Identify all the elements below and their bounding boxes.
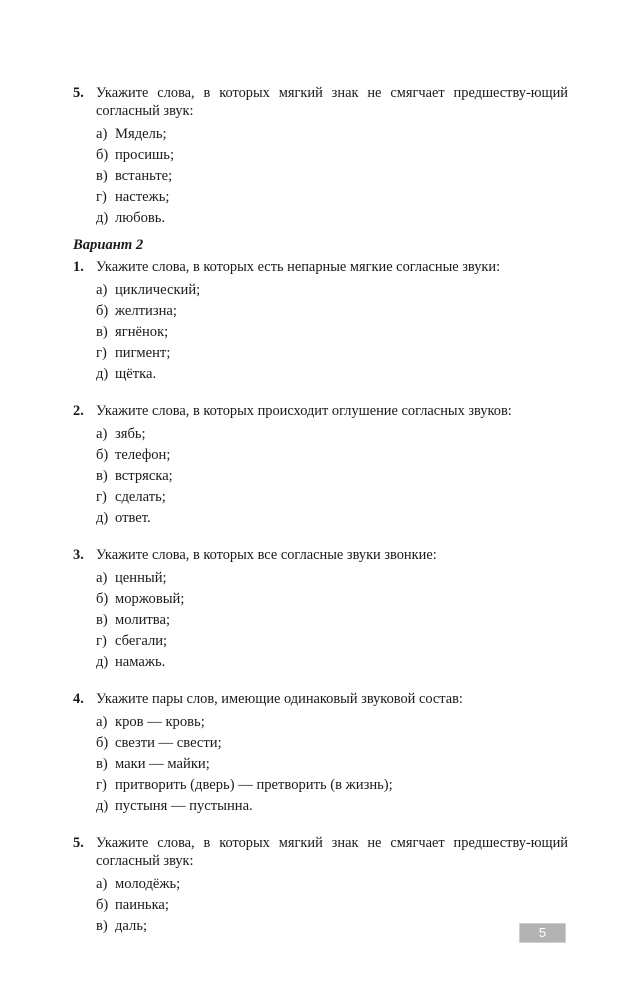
option-item <box>96 916 568 937</box>
option-letter: б) <box>96 897 109 913</box>
option-item <box>96 166 568 187</box>
option-text: телефон; <box>115 447 171 463</box>
option-letter: г) <box>96 189 107 205</box>
option-item <box>96 364 568 385</box>
option-text: встряска; <box>115 468 173 484</box>
spacer <box>73 385 568 402</box>
options-list <box>73 874 568 937</box>
question-number: 5. <box>73 835 84 851</box>
question-heading <box>73 84 568 120</box>
option-letter: б) <box>96 303 109 319</box>
option-item <box>96 652 568 673</box>
spacer <box>73 673 568 690</box>
option-text: Мядель; <box>115 126 167 142</box>
page-number-badge: 5 <box>519 923 566 943</box>
options-list <box>73 424 568 529</box>
option-text: намажь. <box>115 654 166 670</box>
option-item <box>96 895 568 916</box>
option-text: просишь; <box>115 147 175 163</box>
option-text: паинька; <box>115 897 169 913</box>
option-text: даль; <box>115 918 148 934</box>
question-block <box>73 690 568 817</box>
option-text: циклический; <box>115 282 201 298</box>
option-item <box>96 124 568 145</box>
question-text: Укажите слова, в которых есть непарные мягкие согласные звуки: <box>96 259 501 275</box>
question-heading <box>73 258 568 276</box>
option-letter: б) <box>96 147 109 163</box>
question-number: 2. <box>73 403 84 419</box>
question-heading <box>73 834 568 870</box>
option-text: моржовый; <box>115 591 185 607</box>
question-block <box>73 546 568 673</box>
option-letter: в) <box>96 324 108 340</box>
option-item <box>96 445 568 466</box>
options-list <box>73 568 568 673</box>
option-item <box>96 343 568 364</box>
option-letter: в) <box>96 168 108 184</box>
options-list <box>73 712 568 817</box>
option-item <box>96 775 568 796</box>
option-letter: а) <box>96 876 108 892</box>
option-item <box>96 610 568 631</box>
option-item <box>96 733 568 754</box>
option-text: любовь. <box>115 210 166 226</box>
option-item <box>96 145 568 166</box>
option-letter: а) <box>96 126 108 142</box>
options-list <box>73 124 568 229</box>
option-letter: д) <box>96 366 109 382</box>
option-text: желтизна; <box>115 303 177 319</box>
option-letter: в) <box>96 612 108 628</box>
question-text: Укажите слова, в которых мягкий знак не смягчает предшеству-ющий согласный звук: <box>96 835 568 869</box>
option-letter: г) <box>96 489 107 505</box>
option-letter: б) <box>96 735 109 751</box>
question-number: 1. <box>73 259 84 275</box>
option-text: настежь; <box>115 189 170 205</box>
options-list <box>73 280 568 385</box>
spacer <box>73 529 568 546</box>
page-content <box>73 84 568 937</box>
question-text: Укажите пары слов, имеющие одинаковый звуковой состав: <box>96 691 463 707</box>
option-text: пигмент; <box>115 345 171 361</box>
option-letter: в) <box>96 756 108 772</box>
option-item <box>96 466 568 487</box>
option-text: сбегали; <box>115 633 168 649</box>
question-block <box>73 402 568 529</box>
variant-heading: Вариант 2 <box>73 237 144 253</box>
option-item <box>96 301 568 322</box>
option-letter: б) <box>96 591 109 607</box>
option-letter: д) <box>96 798 109 814</box>
option-letter: б) <box>96 447 109 463</box>
option-letter: а) <box>96 426 108 442</box>
option-text: кров — кровь; <box>115 714 205 730</box>
option-item <box>96 568 568 589</box>
spacer <box>73 229 568 236</box>
question-heading <box>73 690 568 708</box>
option-text: молодёжь; <box>115 876 181 892</box>
option-letter: г) <box>96 777 107 793</box>
question-heading <box>73 402 568 420</box>
option-text: молитва; <box>115 612 171 628</box>
option-letter: в) <box>96 918 108 934</box>
option-item <box>96 874 568 895</box>
option-letter: а) <box>96 282 108 298</box>
option-item <box>96 424 568 445</box>
option-letter: а) <box>96 570 108 586</box>
option-letter: д) <box>96 210 109 226</box>
option-text: зябь; <box>115 426 146 442</box>
option-item <box>96 754 568 775</box>
spacer <box>73 817 568 834</box>
question-text: Укажите слова, в которых происходит оглушение согласных звуков: <box>96 403 512 419</box>
option-text: ценный; <box>115 570 167 586</box>
option-letter: д) <box>96 654 109 670</box>
option-letter: д) <box>96 510 109 526</box>
option-item <box>96 631 568 652</box>
option-item <box>96 280 568 301</box>
option-text: свезти — свести; <box>115 735 222 751</box>
option-item <box>96 487 568 508</box>
option-text: ответ. <box>115 510 151 526</box>
option-text: пустыня — пустынна. <box>115 798 253 814</box>
question-block <box>73 834 568 937</box>
question-text: Укажите слова, в которых все согласные звуки звонкие: <box>96 547 437 563</box>
option-text: ягнёнок; <box>115 324 169 340</box>
option-item <box>96 187 568 208</box>
option-text: щётка. <box>115 366 157 382</box>
question-number: 4. <box>73 691 84 707</box>
option-item <box>96 796 568 817</box>
option-item <box>96 508 568 529</box>
option-item <box>96 589 568 610</box>
question-number: 3. <box>73 547 84 563</box>
option-letter: а) <box>96 714 108 730</box>
option-text: маки — майки; <box>115 756 210 772</box>
option-text: сделать; <box>115 489 166 505</box>
question-block <box>73 258 568 385</box>
option-letter: г) <box>96 633 107 649</box>
option-text: встаньте; <box>115 168 173 184</box>
option-item <box>96 208 568 229</box>
question-block <box>73 84 568 229</box>
question-number: 5. <box>73 85 84 101</box>
question-heading <box>73 546 568 564</box>
question-text: Укажите слова, в которых мягкий знак не смягчает предшеству-ющий согласный звук: <box>96 85 568 119</box>
option-letter: г) <box>96 345 107 361</box>
option-letter: в) <box>96 468 108 484</box>
option-item <box>96 712 568 733</box>
option-item <box>96 322 568 343</box>
option-text: притворить (дверь) — претворить (в жизнь); <box>115 777 393 793</box>
